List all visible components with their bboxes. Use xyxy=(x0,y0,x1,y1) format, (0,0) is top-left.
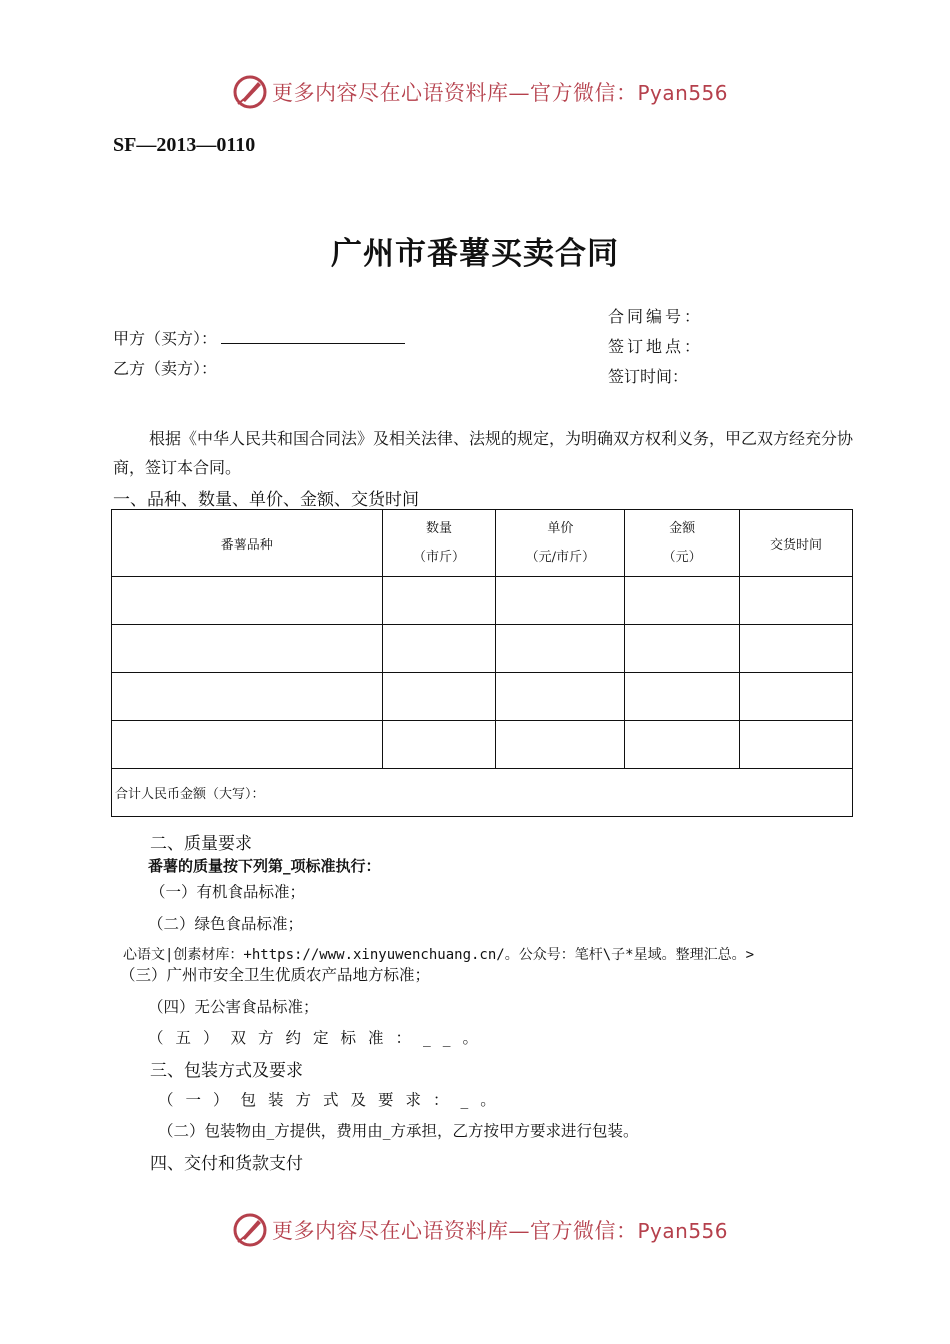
quill-logo-icon xyxy=(232,1212,268,1248)
column-header-quantity: 数量 （市斤） xyxy=(382,510,496,577)
table-cell[interactable] xyxy=(625,673,740,721)
table-header-row xyxy=(112,510,853,577)
column-header-unit-price: 单价 （元/市斤） xyxy=(496,510,625,577)
sign-time-label: 签订时间： xyxy=(608,367,689,386)
table-cell[interactable] xyxy=(625,721,740,769)
table-cell[interactable] xyxy=(112,577,383,625)
table-row xyxy=(112,625,853,673)
table-cell[interactable] xyxy=(496,721,625,769)
table-row xyxy=(112,577,853,625)
table-cell[interactable] xyxy=(382,721,496,769)
banner-text: 更多内容尽在心语资料库—官方微信：Pyan556 xyxy=(272,1219,729,1243)
document-number: SF—2013—0110 xyxy=(113,134,256,156)
table-cell[interactable] xyxy=(740,625,853,673)
table-cell[interactable] xyxy=(382,625,496,673)
buyer-label: 甲方（买方）： xyxy=(113,329,218,348)
quality-item-local-standard: （三）广州市安全卫生优质农产品地方标准； xyxy=(120,966,431,984)
quality-item-organic: （一）有机食品标准； xyxy=(150,883,306,901)
table-cell[interactable] xyxy=(625,625,740,673)
quality-item-pollution-free: （四）无公害食品标准； xyxy=(148,998,319,1016)
buyer-field xyxy=(113,326,405,349)
intro-paragraph: 根据《中华人民共和国合同法》及相关法律、法规的规定，为明确双方权利义务，甲乙双方经充分协商，签订本合同。 xyxy=(113,429,854,477)
packaging-item-materials: （二）包装物由_方提供，费用由_方承担，乙方按甲方要求进行包装。 xyxy=(158,1122,639,1140)
page-title: 广州市番薯买卖合同 xyxy=(331,236,619,272)
section3-heading: 三、包装方式及要求 xyxy=(150,1061,303,1081)
column-header-delivery-time: 交货时间 xyxy=(740,510,853,577)
table-cell[interactable] xyxy=(382,577,496,625)
table-cell[interactable] xyxy=(112,625,383,673)
seller-label: 乙方（卖方）： xyxy=(113,359,218,378)
table-row xyxy=(112,673,853,721)
section2-heading: 二、质量要求 xyxy=(150,834,252,854)
total-amount-label: 合计人民币金额（大写）： xyxy=(115,787,265,802)
table-cell[interactable] xyxy=(496,673,625,721)
table-row xyxy=(112,721,853,769)
table-cell[interactable] xyxy=(496,577,625,625)
packaging-item-method: （一）包装方式及要求：_。 xyxy=(158,1091,508,1109)
quill-logo-icon xyxy=(232,74,268,110)
banner-text: 更多内容尽在心语资料库—官方微信：Pyan556 xyxy=(272,81,729,105)
sign-place-label: 签订地点： xyxy=(608,337,704,356)
contract-no-label: 合同编号： xyxy=(608,307,704,326)
goods-table xyxy=(111,509,853,817)
quality-item-green: （二）绿色食品标准； xyxy=(148,915,304,933)
table-cell[interactable] xyxy=(740,577,853,625)
table-cell[interactable] xyxy=(112,673,383,721)
table-cell[interactable] xyxy=(112,721,383,769)
total-amount-cell[interactable] xyxy=(112,769,853,817)
column-header-variety: 番薯品种 xyxy=(112,510,383,577)
footer-watermark-banner xyxy=(232,1210,728,1250)
section1-heading: 一、品种、数量、单价、金额、交货时间 xyxy=(113,490,419,510)
quality-item-agreed: （五）双方约定标准：__。 xyxy=(148,1029,491,1047)
section4-heading: 四、交付和货款支付 xyxy=(150,1154,303,1174)
table-total-row xyxy=(112,769,853,817)
inline-watermark-text: 心语文|创素材库：+https://www.xinyuwenchuang.cn/。公众号：笔杆\子*星域。整理汇总。> xyxy=(123,947,755,963)
table-cell[interactable] xyxy=(382,673,496,721)
table-cell[interactable] xyxy=(740,721,853,769)
table-cell[interactable] xyxy=(496,625,625,673)
table-cell[interactable] xyxy=(625,577,740,625)
table-cell[interactable] xyxy=(740,673,853,721)
buyer-blank-line[interactable] xyxy=(221,327,405,344)
section2-intro: 番薯的质量按下列第_项标准执行： xyxy=(148,857,381,875)
column-header-amount: 金额 （元） xyxy=(625,510,740,577)
header-watermark-banner xyxy=(232,72,728,112)
